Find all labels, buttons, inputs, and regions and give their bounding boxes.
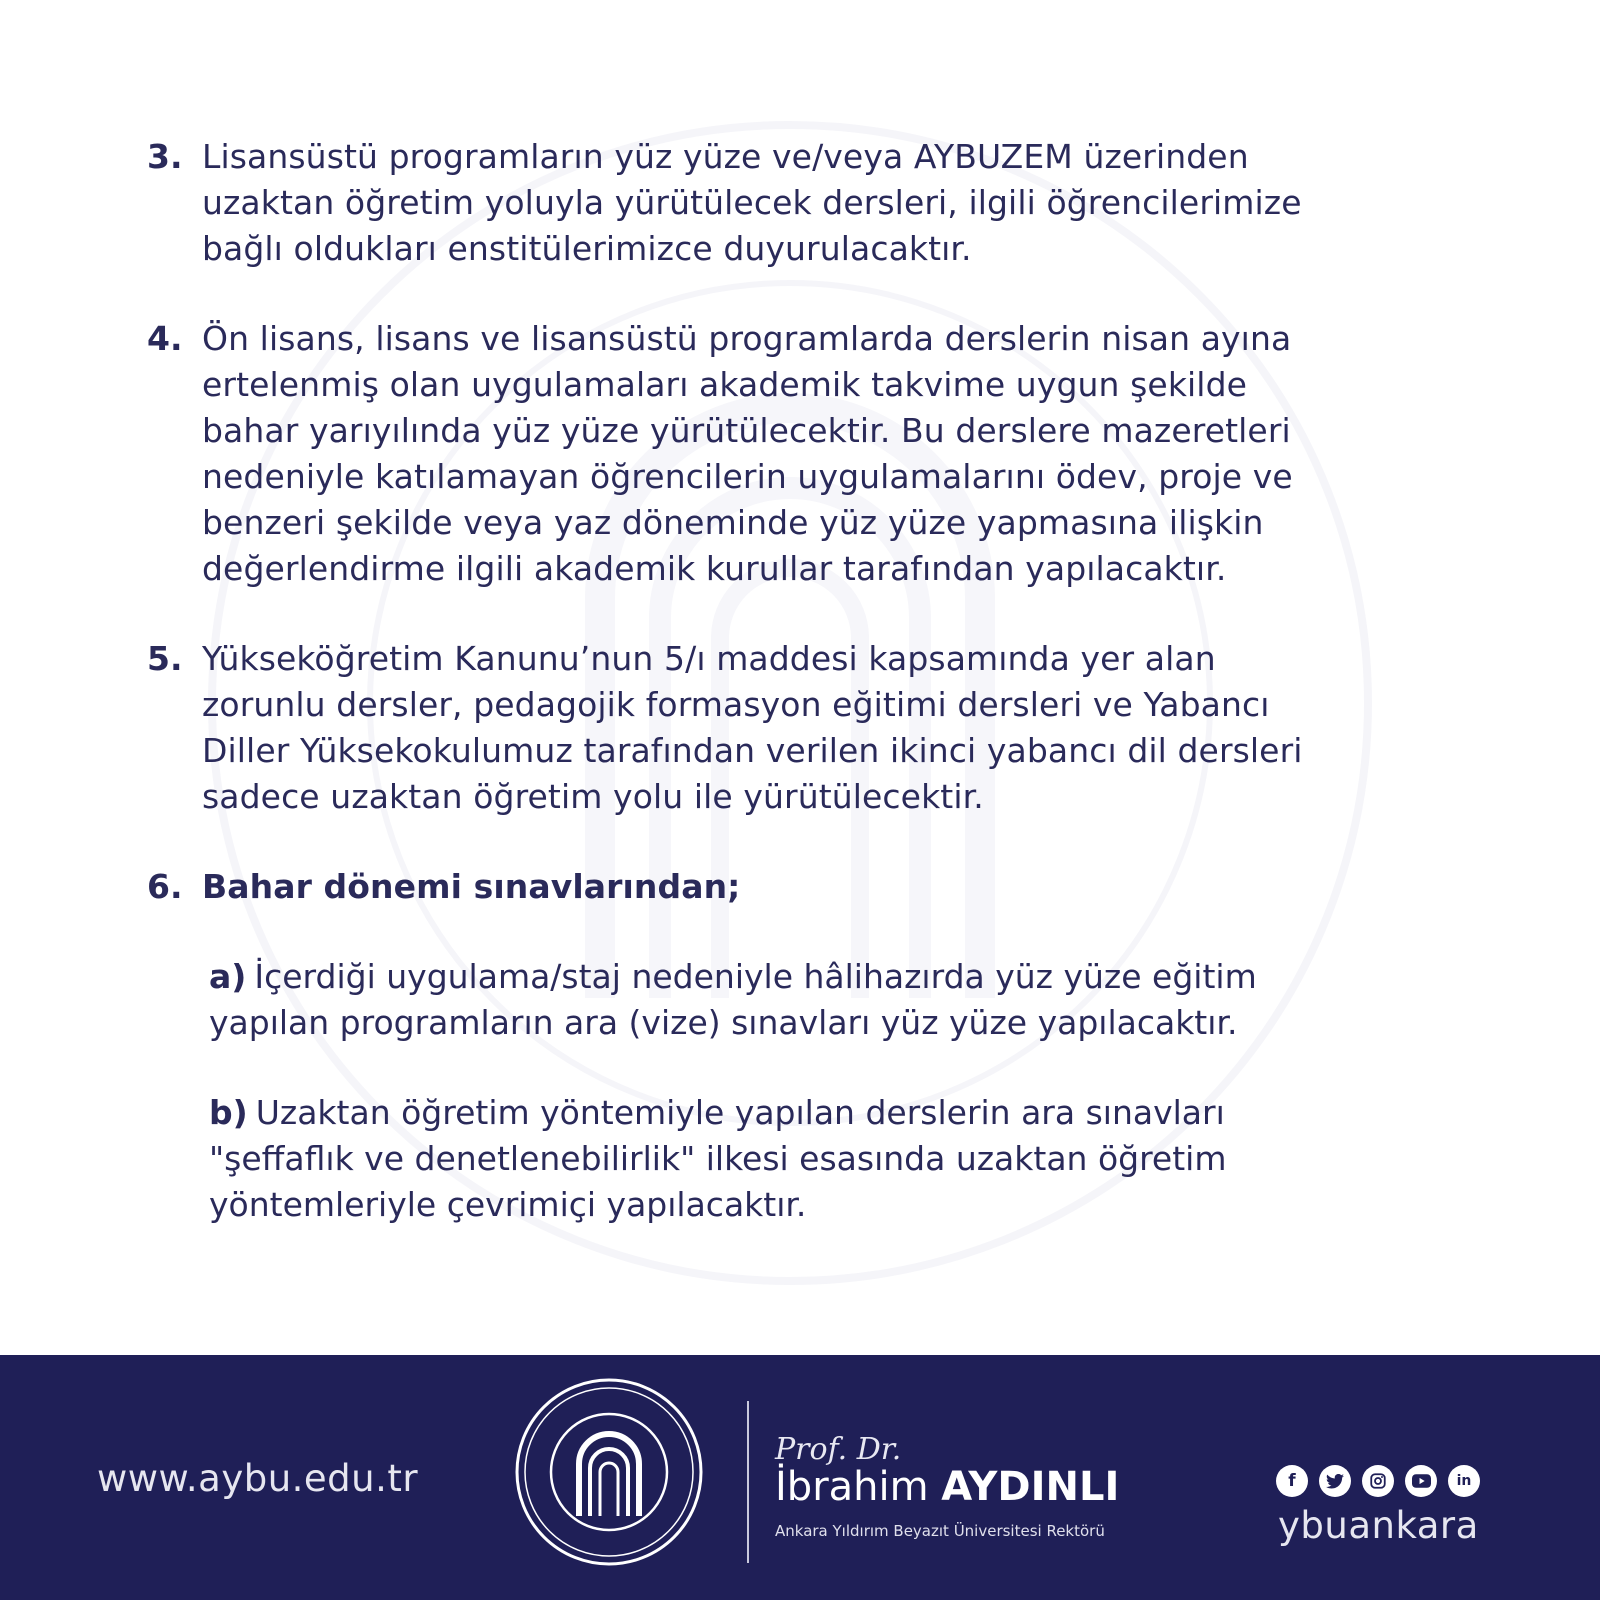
website-link[interactable]: www.aybu.edu.tr [97,1457,419,1500]
list-item [147,316,1497,592]
item-number: 6. [147,867,183,906]
last-name: AYDINLI [941,1464,1120,1510]
youtube-icon[interactable] [1405,1465,1437,1497]
item-text: Ön lisans, lisans ve lisansüstü programlarda derslerin nisan ayına ertelenmiş olan uygulamaları akademik takvime uygun şekilde bahar yarıyılında yüz yüze yürütülecektir. Bu derslere mazeretleri nedeniyle katılamayan öğrencilerin uygulamalarını ödev, proje ve benzeri şekilde veya yaz döneminde yüz yüze yapmasına ilişkin değerlendirme ilgili akademik kurullar tarafından yapılacaktır. [202,319,1293,588]
footer-bar [0,1355,1600,1600]
sub-item-text: Uzaktan öğretim yöntemiyle yapılan derslerin ara sınavları "şeffaflık ve denetlenebilirlik" ilkesi esasında uzaktan öğretim yöntemleriyle çevrimiçi yapılacaktır. [209,1093,1227,1224]
sub-item-label: a) [209,957,247,996]
linkedin-icon[interactable]: in [1448,1465,1480,1497]
item-number: 3. [147,137,183,176]
item-text: Yükseköğretim Kanunu’nun 5/ı maddesi kapsamında yer alan zorunlu dersler, pedagojik formasyon eğitimi dersleri ve Yabancı Diller Yüksekokulumuz tarafından verilen ikinci yabancı dil dersleri sadece uzaktan öğretim yolu ile yürütülecektir. [202,639,1303,816]
instagram-icon[interactable] [1362,1465,1394,1497]
sub-item-label: b) [209,1093,248,1132]
social-icons [1276,1465,1480,1497]
rector-name [775,1464,1119,1510]
list-item [147,134,1497,272]
list-item [147,636,1497,820]
announcement-content [147,134,1497,1272]
item-text: Lisansüstü programların yüz yüze ve/veya AYBUZEM üzerinden uzaktan öğretim yoluyla yürütülecek dersleri, ilgili öğrencilerimize bağlı oldukları enstitülerimizce duyurulacaktır. [202,137,1302,268]
facebook-icon[interactable]: f [1276,1465,1308,1497]
rector-position: Ankara Yıldırım Beyazıt Üniversitesi Rektörü [775,1522,1105,1540]
sub-item-a [209,954,1497,1046]
footer-divider [747,1401,749,1563]
academic-title: Prof. Dr. [775,1432,902,1467]
sub-item-text: İçerdiği uygulama/staj nedeniyle hâlihazırda yüz yüze eğitim yapılan programların ara (vize) sınavları yüz yüze yapılacaktır. [209,957,1257,1042]
item-number: 4. [147,319,183,358]
social-handle[interactable]: ybuankara [1278,1504,1479,1547]
section-heading: Bahar dönemi sınavlarından; [202,867,741,906]
sub-item-b [209,1090,1497,1228]
university-seal-logo [513,1376,705,1568]
list-item [147,864,1497,910]
first-name: İbrahim [775,1464,929,1510]
item-number: 5. [147,639,183,678]
twitter-icon[interactable] [1319,1465,1351,1497]
